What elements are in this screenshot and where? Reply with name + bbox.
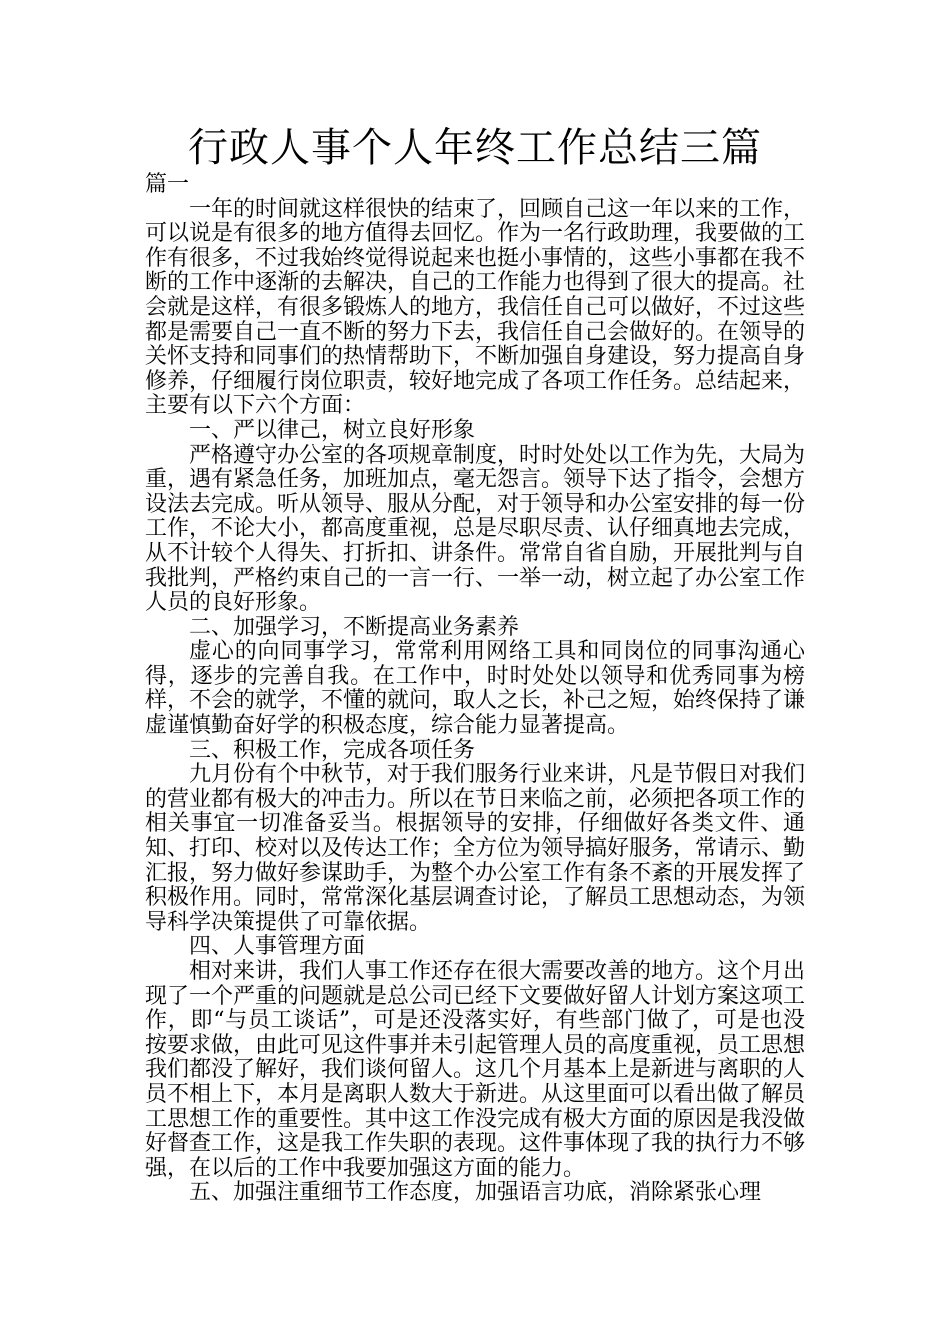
paragraph-study: 虚心的向同事学习，常常利用网络工具和同岗位的同事沟通心得，逐步的完善自我。在工作中，时时处处以领导和优秀同事为榜样，不会的就学，不懂的就问，取人之长，补己之短，始终保持了谦虚谨慎勤奋好学的积极态度，综合能力显著提高。	[145, 639, 806, 739]
paragraph-intro: 一年的时间就这样很快的结束了，回顾自己这一年以来的工作，可以说是有很多的地方值得去回忆。作为一名行政助理，我要做的工作有很多，不过我始终觉得说起来也挺小事情的，这些小事都在我不断的工作中逐渐的去解决，自己的工作能力也得到了很大的提高。社会就是这样，有很多锻炼人的地方，我信任自己可以做好，不过这些都是需要自己一直不断的努力下去，我信任自己会做好的。在领导的关怀支持和同事们的热情帮助下，不断加强自身建设，努力提高自身修养，仔细履行岗位职责，较好地完成了各项工作任务。总结起来，主要有以下六个方面：	[145, 196, 806, 419]
heading-details: 五、加强注重细节工作态度，加强语言功底，消除紧张心理	[189, 1180, 762, 1206]
document-body	[145, 173, 805, 1206]
heading-discipline: 一、严以律己，树立良好形象	[189, 417, 476, 443]
heading-study: 二、加强学习，不断提高业务素养	[189, 614, 520, 640]
section-label: 篇一	[145, 172, 190, 197]
paragraph-discipline: 严格遵守办公室的各项规章制度，时时处处以工作为先，大局为重，遇有紧急任务，加班加点，毫无怨言。领导下达了指令，会想方设法去完成。听从领导、服从分配，对于领导和办公室安排的每一份工作，不论大小，都高度重视，总是尽职尽责、认仔细真地去完成，从不计较个人得失、打折扣、讲条件。常常自省自励，开展批判与自我批判，严格约束自己的一言一行、一举一动，树立起了办公室工作人员的良好形象。	[145, 442, 806, 616]
document-title: 行政人事个人年终工作总结三篇	[188, 125, 762, 171]
paragraph-tasks: 九月份有个中秋节，对于我们服务行业来讲，凡是节假日对我们的营业都有极大的冲击力。所以在节日来临之前，必须把各项工作的相关事宜一切准备妥当。根据领导的安排，仔细做好各类文件、通知、打印、校对以及传达工作；全方位为领导搞好服务，常请示、勤汇报，努力做好参谋助手，为整个办公室工作有条不紊的开展发挥了积极作用。同时，常常深化基层调查讨论，了解员工思想动态，为领导科学决策提供了可靠依据。	[145, 762, 806, 935]
heading-hr-management: 四、人事管理方面	[189, 934, 366, 960]
paragraph-hr-management: 相对来讲，我们人事工作还存在很大需要改善的地方。这个月出现了一个严重的问题就是总公司已经下文要做好留人计划方案这项工作，即“与员工谈话”，可是还没落实好，有些部门做了，可是也没按要求做，由此可见这件事并未引起管理人员的高度重视，员工思想我们都没了解好，我们谈何留人。这几个月基本上是新进与离职的人员不相上下，本月是离职人数大于新进。从这里面可以看出做了解员工思想工作的重要性。其中这工作没完成有极大方面的原因是我没做好督查工作，这是我工作失职的表现。这件事体现了我的执行力不够强，在以后的工作中我要加强这方面的能力。	[145, 959, 806, 1181]
heading-tasks: 三、积极工作，完成各项任务	[189, 737, 476, 763]
